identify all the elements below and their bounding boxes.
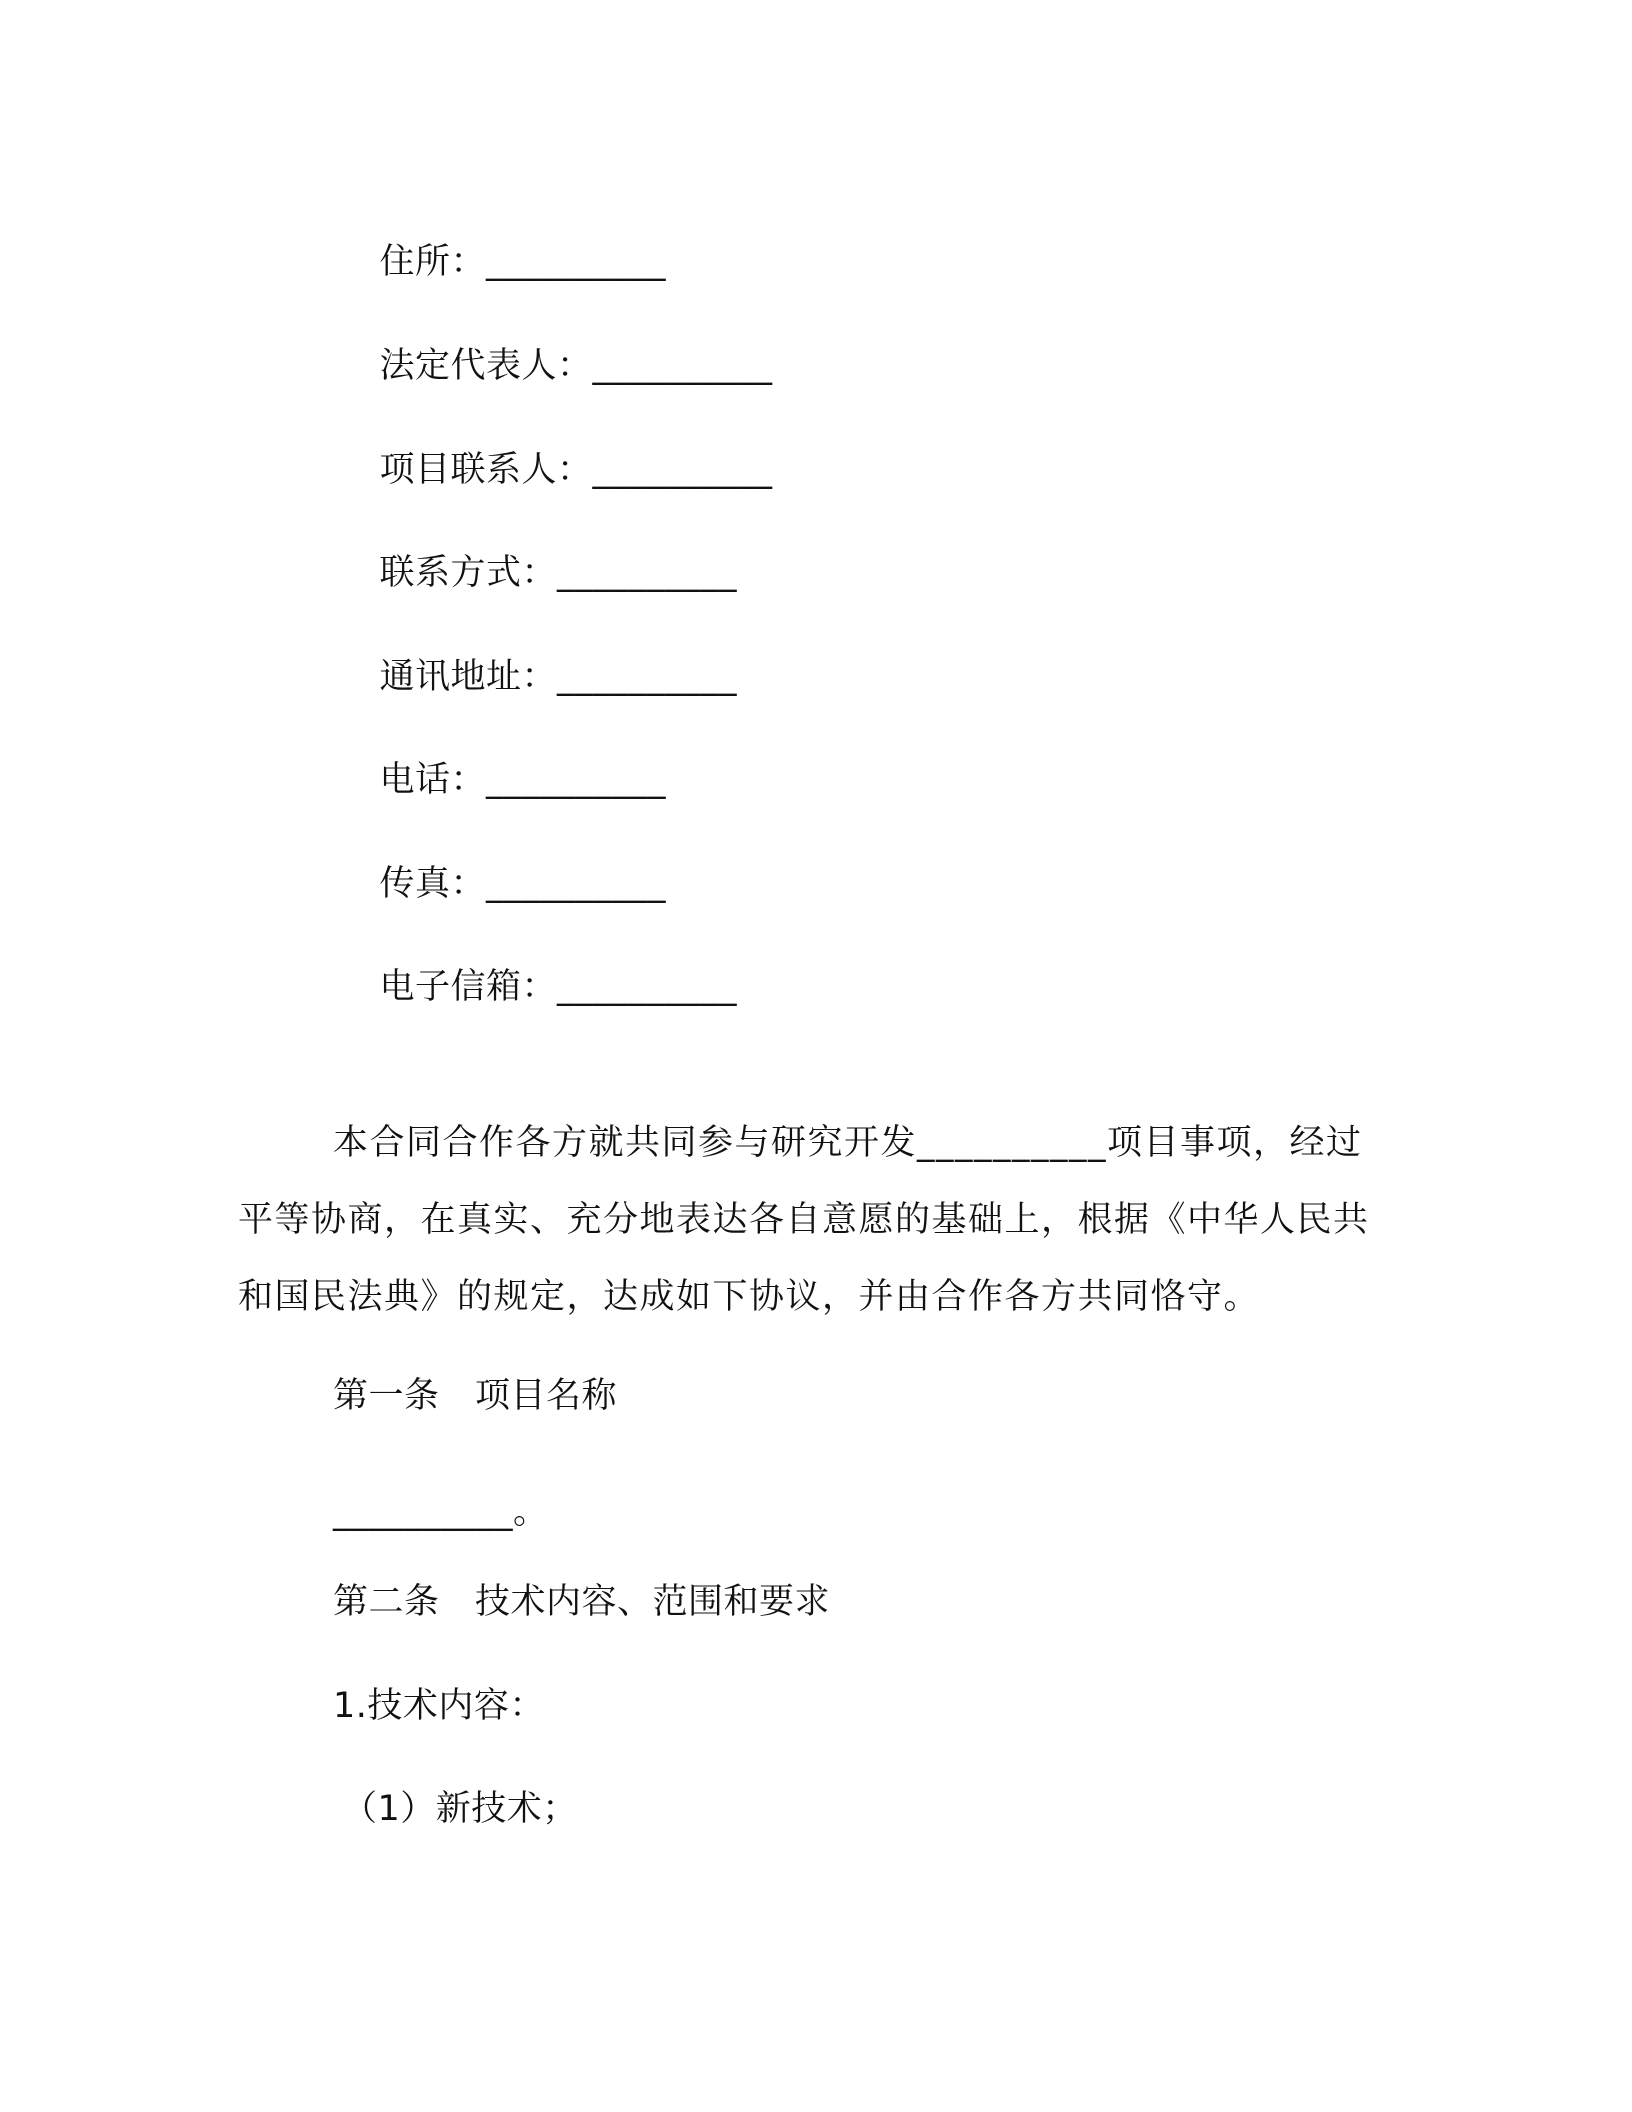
field-label: 电子信箱： (379, 967, 558, 1007)
field-label: 电话： (379, 760, 487, 800)
field-label: 项目联系人： (379, 450, 593, 490)
field-blank: __________ (592, 346, 773, 386)
article-2-subheading: 1.技术内容： (333, 1686, 545, 1726)
field-blank: __________ (486, 760, 667, 800)
field-blank: __________ (557, 553, 738, 593)
field-label: 法定代表人： (379, 346, 593, 386)
field-label: 联系方式： (379, 553, 558, 593)
field-label: 通讯地址： (379, 657, 558, 697)
preamble-paragraph: 本合同合作各方就共同参与研究开发__________项目事项，经过平等协商，在真实、充分地表达各自意愿的基础上，根据《中华人民共和国民法典》的规定，达成如下协议，并由合作各方共同恪守。 (238, 1123, 1370, 1317)
field-label: 住所： (379, 242, 487, 282)
article-1-content: __________。 (333, 1492, 549, 1532)
field-blank: __________ (557, 967, 738, 1007)
field-blank: __________ (557, 657, 738, 697)
article-2-item: （1）新技术； (342, 1789, 578, 1829)
article-2-heading: 第二条 技术内容、范围和要求 (333, 1582, 831, 1622)
field-label: 传真： (379, 864, 487, 904)
field-blank: __________ (486, 242, 667, 282)
field-email (333, 921, 737, 1053)
article-1-heading: 第一条 项目名称 (333, 1376, 618, 1416)
field-blank: __________ (592, 450, 773, 490)
field-blank: __________ (486, 864, 667, 904)
